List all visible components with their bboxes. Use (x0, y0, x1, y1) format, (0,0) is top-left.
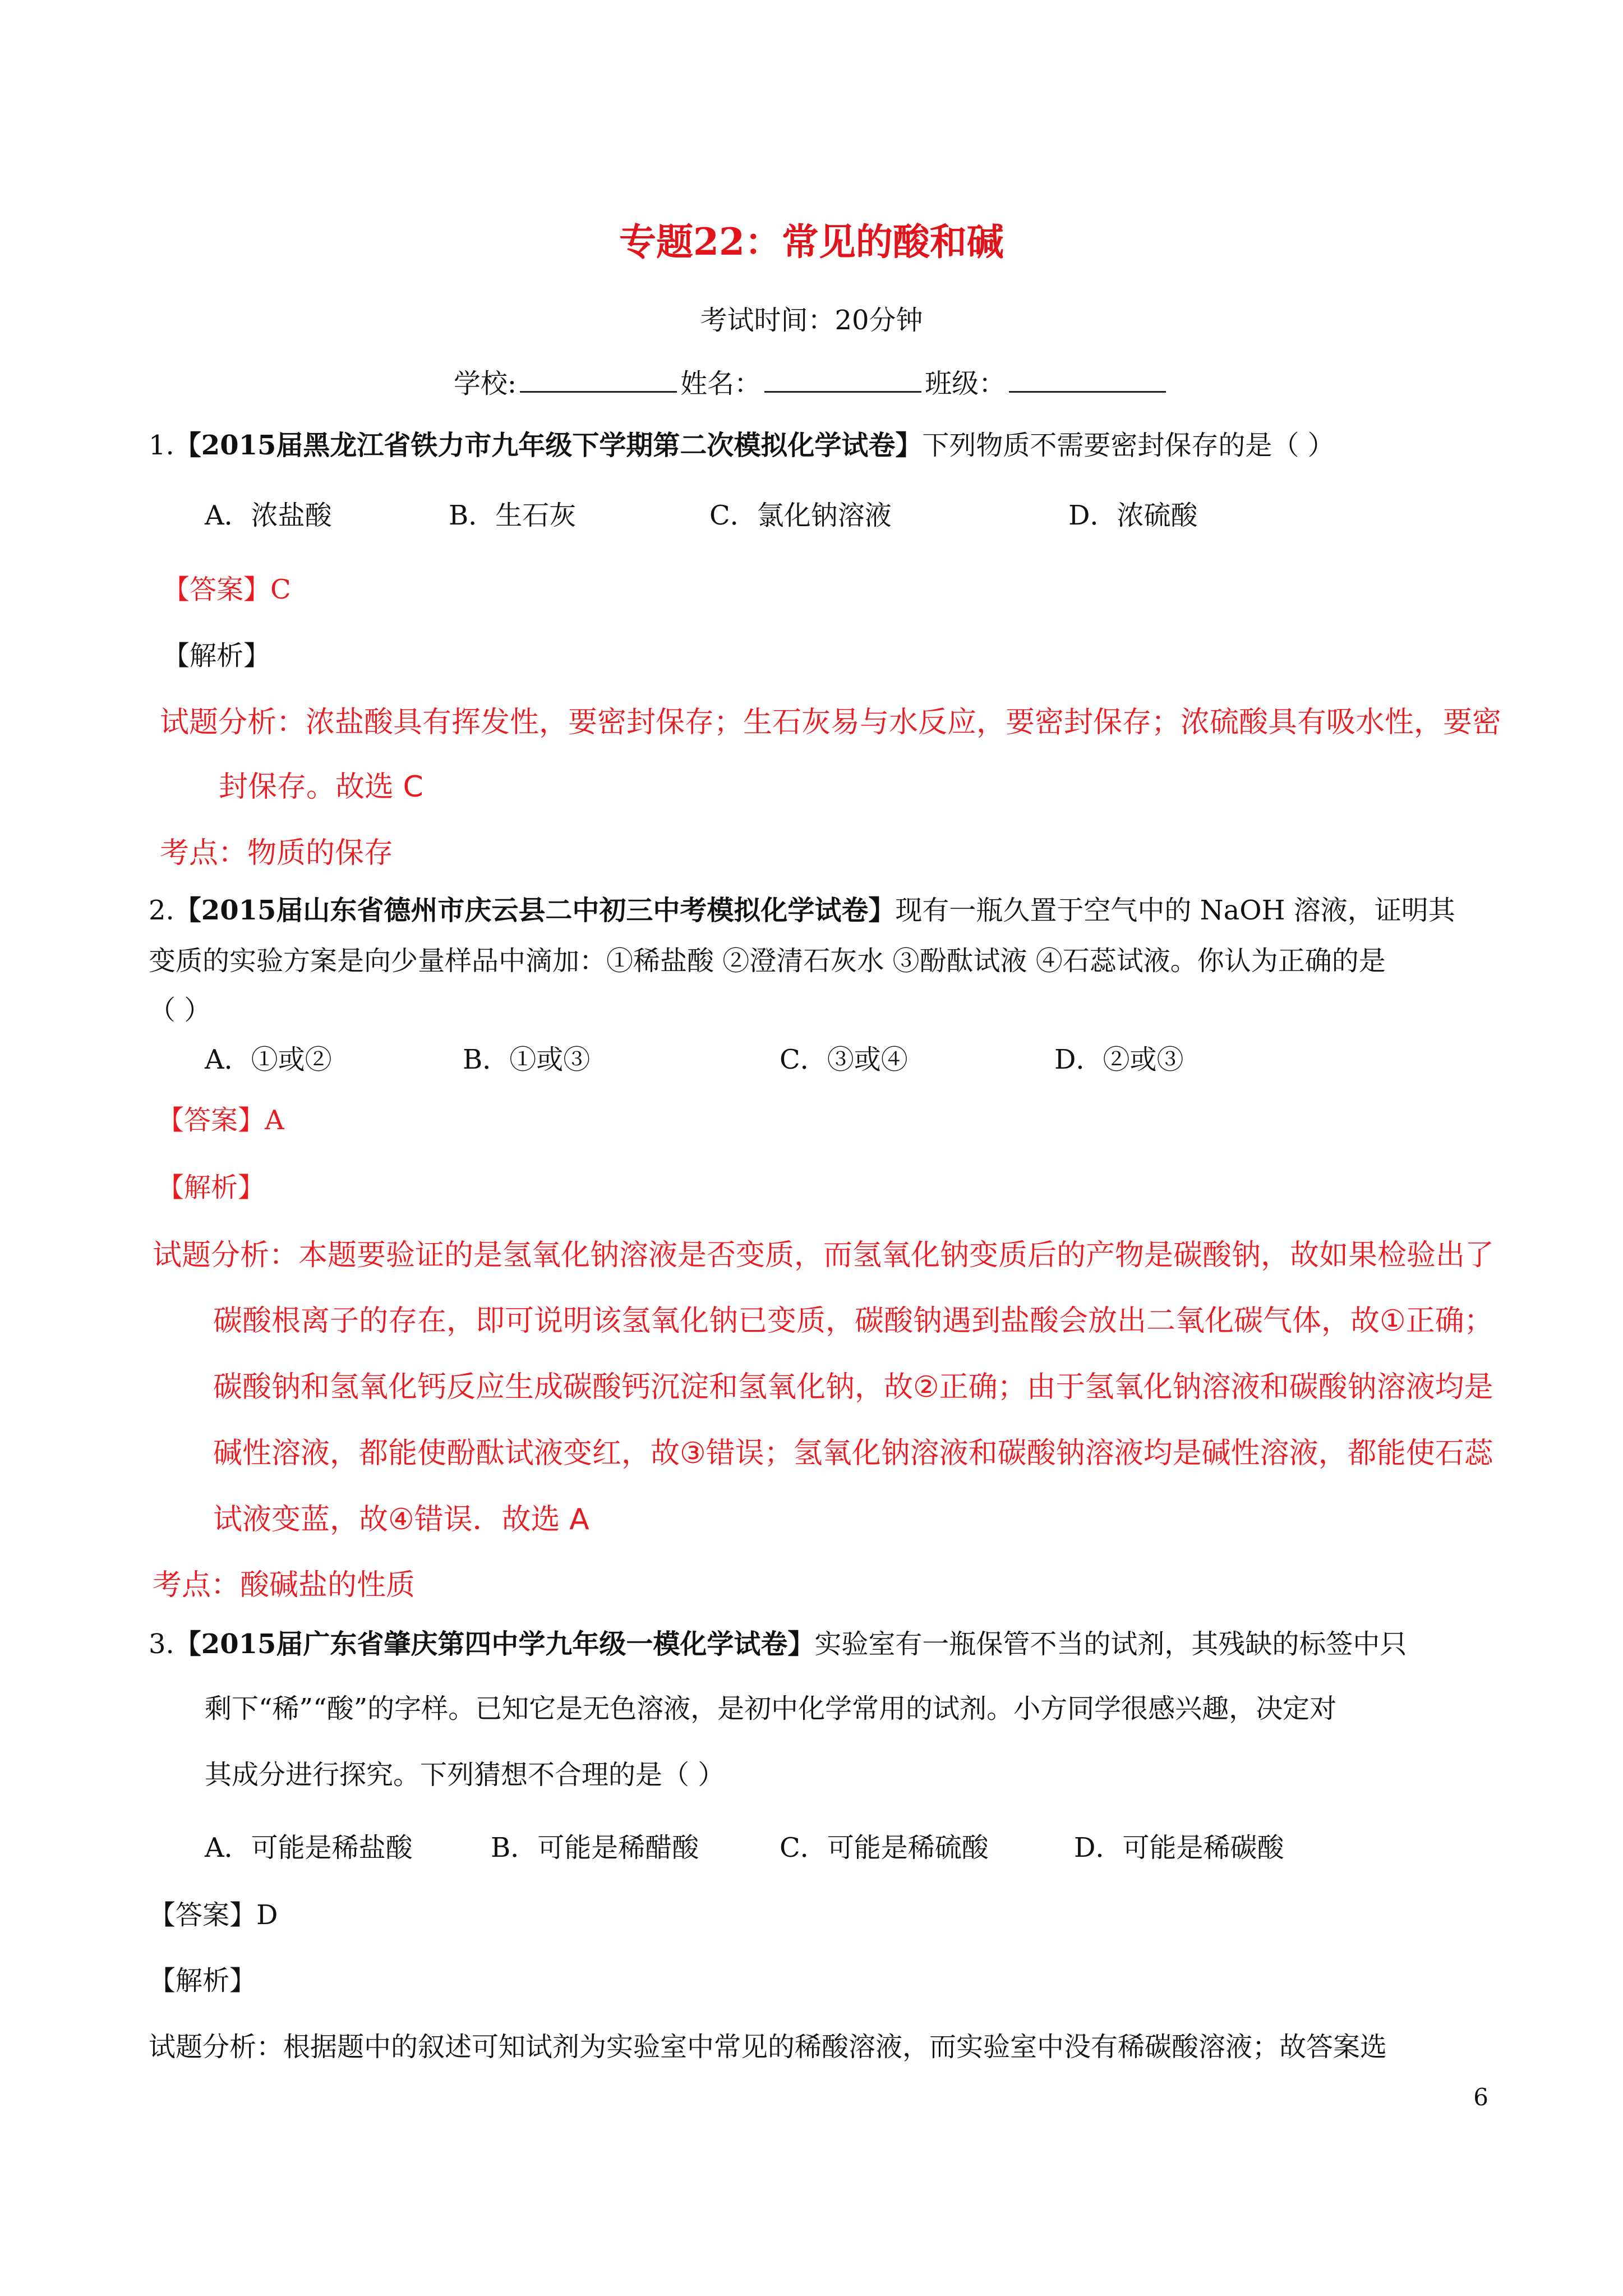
question-2-text: 现有一瓶久置于空气中的 NaOH 溶液，证明其 (895, 895, 1455, 926)
question-3-option-d: D．可能是稀碳酸 (1074, 1832, 1284, 1864)
question-2-stem-line: 变质的实验方案是向少量样品中滴加：①稀盐酸 ②澄清石灰水 ③酚酞试液 ④石蕊试液。你认为正确的是 (149, 945, 1386, 977)
question-1-option-c: C．氯化钠溶液 (709, 500, 892, 531)
question-2-analysis-label: 【解析】 (157, 1172, 265, 1203)
question-1-option-b: B．生石灰 (449, 500, 577, 531)
question-1-analysis-label: 【解析】 (163, 640, 271, 671)
exam-time: 考试时间：20分钟 (700, 305, 923, 336)
question-1-analysis-line: 试题分析：浓盐酸具有挥发性，要密封保存；生石灰易与水反应，要密封保存；浓硫酸具有吸水性，要密 (160, 706, 1502, 739)
question-1-option-a: A．浓盐酸 (205, 500, 332, 531)
question-1-point: 考点：物质的保存 (160, 836, 394, 870)
question-2-answer: 【答案】A (157, 1105, 284, 1136)
question-2-option-c: C．③或④ (780, 1044, 908, 1075)
question-2-analysis-line: 碳酸钠和氢氧化钙反应生成碳酸钙沉淀和氢氧化钠，故②正确；由于氢氧化钠溶液和碳酸钠溶液均是 (213, 1370, 1493, 1404)
question-1-stem (149, 414, 1335, 477)
question-1-option-d: D．浓硫酸 (1068, 500, 1198, 531)
question-2-option-a: A．①或② (205, 1044, 332, 1075)
name-blank[interactable] (764, 369, 921, 393)
question-3-analysis-line: 试题分析：根据题中的叙述可知试剂为实验室中常见的稀酸溶液，而实验室中没有稀碳酸溶液；故答案选 (149, 2031, 1387, 2063)
question-2-analysis-line: 碳酸根离子的存在，即可说明该氢氧化钠已变质，碳酸钠遇到盐酸会放出二氧化碳气体，故①正确； (213, 1304, 1493, 1338)
question-3-analysis-label: 【解析】 (149, 1965, 257, 1996)
question-2-source: 【2015届山东省德州市庆云县二中初三中考模拟化学试卷】 (174, 895, 896, 926)
question-1-answer: 【答案】C (163, 574, 291, 605)
question-1-analysis-line: 封保存。故选 C (219, 770, 423, 804)
question-2-analysis-line: 碱性溶液，都能使酚酞试液变红，故③错误；氢氧化钠溶液和碳酸钠溶液均是碱性溶液，都能使石蕊 (213, 1437, 1493, 1470)
question-2-stem-line: （ ） (149, 995, 211, 1026)
question-1-source: 【2015届黑龙江省铁力市九年级下学期第二次模拟化学试卷】 (174, 430, 923, 461)
question-2-number: 2. (149, 895, 174, 926)
class-label: 班级： (925, 368, 1006, 399)
question-2-point: 考点：酸碱盐的性质 (153, 1568, 416, 1602)
question-3-stem-line: 剩下“稀”“酸”的字样。已知它是无色溶液，是初中化学常用的试剂。小方同学很感兴趣，决定对 (205, 1693, 1337, 1724)
page-title: 专题22：常见的酸和碱 (619, 220, 1004, 264)
name-label: 姓名： (680, 368, 762, 399)
page-number: 6 (1473, 2083, 1488, 2111)
question-2-option-b: B．①或③ (463, 1044, 591, 1075)
class-blank[interactable] (1009, 369, 1166, 393)
question-2-analysis-line: 试题分析：本题要验证的是氢氧化钠溶液是否变质，而氢氧化钠变质后的产物是碳酸钠，故如果检验出了 (153, 1239, 1495, 1272)
question-3-answer: 【答案】D (149, 1899, 278, 1931)
question-2-analysis-line: 试液变蓝，故④错误．故选 A (213, 1503, 589, 1536)
question-3-option-b: B．可能是稀醋酸 (491, 1832, 699, 1864)
question-3-text: 实验室有一瓶保管不当的试剂，其残缺的标签中只 (814, 1628, 1407, 1660)
question-1-number: 1. (149, 430, 174, 461)
question-3-option-a: A．可能是稀盐酸 (205, 1832, 413, 1864)
question-1-text: 下列物质不需要密封保存的是（ ） (922, 430, 1335, 461)
question-3-stem (149, 1613, 1407, 1676)
school-blank[interactable] (520, 369, 677, 393)
question-2-option-d: D．②或③ (1054, 1044, 1184, 1075)
student-info-line (0, 362, 1623, 401)
question-3-source: 【2015届广东省肇庆第四中学九年级一模化学试卷】 (174, 1628, 815, 1660)
school-label: 学校: (453, 368, 517, 399)
question-3-option-c: C．可能是稀硫酸 (780, 1832, 989, 1864)
question-3-number: 3. (149, 1628, 174, 1660)
question-3-stem-line: 其成分进行探究。下列猜想不合理的是（ ） (205, 1759, 725, 1791)
